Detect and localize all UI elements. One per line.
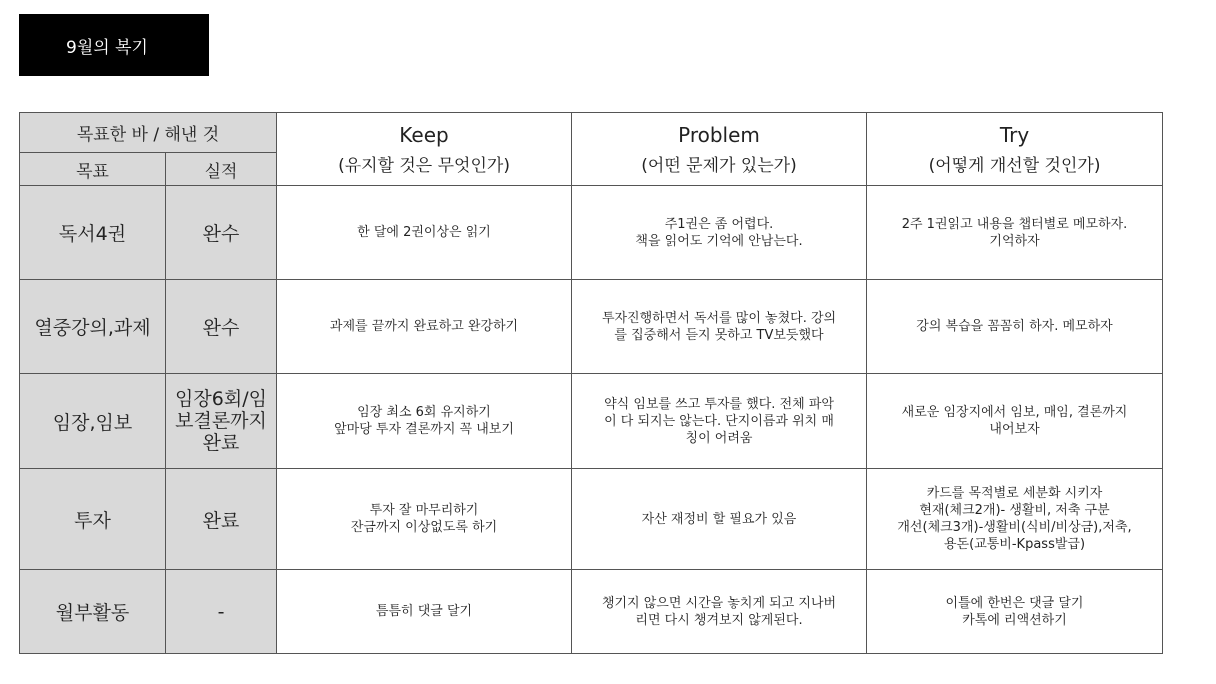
keep-line: 앞마당 투자 결론까지 꼭 내보기 <box>334 422 514 437</box>
problem-cell <box>572 186 867 280</box>
problem-line: 를 집중해서 듣지 못하고 TV보듯했다 <box>614 327 824 343</box>
header-result: 실적 <box>166 153 277 186</box>
try-cell <box>867 570 1163 654</box>
header-keep <box>277 113 572 186</box>
table-row <box>20 374 1163 469</box>
retrospective-table <box>19 112 1163 654</box>
problem-line: 약식 임보를 쓰고 투자를 했다. 전체 파악 <box>604 396 834 412</box>
result-cell: 완수 <box>166 186 277 280</box>
result-line: 임장6회/임 <box>175 388 267 410</box>
try-line: 2주 1권읽고 내용을 챕터별로 메모하자. <box>901 216 1128 232</box>
result-line: 완료 <box>202 432 240 454</box>
goal-cell: 열중강의,과제 <box>20 280 166 374</box>
problem-line: 리면 다시 챙겨보지 않게된다. <box>635 612 803 628</box>
header-try-subtitle: (어떻게 개선할 것인가) <box>928 155 1101 176</box>
problem-line: 이 다 되지는 않는다. 단지이름과 위치 매 <box>604 413 834 429</box>
try-line: 용돈(교통비-Kpass발급) <box>944 537 1086 552</box>
goal-cell: 투자 <box>20 469 166 570</box>
result-cell: 완수 <box>166 280 277 374</box>
header-keep-subtitle: (유지할 것은 무엇인가) <box>338 155 510 176</box>
goal-cell: 독서4권 <box>20 186 166 280</box>
problem-line: 챙기지 않으면 시간을 놓치게 되고 지나버 <box>601 595 837 611</box>
try-line: 새로운 임장지에서 임보, 매임, 결론까지 <box>901 405 1128 420</box>
header-goal-group: 목표한 바 / 해낸 것 <box>20 113 277 153</box>
problem-line: 책을 읽어도 기억에 안남는다. <box>635 233 803 249</box>
header-problem-title: Problem <box>678 122 760 147</box>
keep-line: 틈틈히 댓글 달기 <box>375 604 473 619</box>
try-cell <box>867 186 1163 280</box>
keep-line: 투자 잘 마무리하기 <box>369 503 479 518</box>
keep-cell <box>277 469 572 570</box>
keep-cell <box>277 280 572 374</box>
try-cell <box>867 280 1163 374</box>
try-line: 내어보자 <box>989 422 1040 437</box>
table-row <box>20 280 1163 374</box>
try-line: 카톡에 리액션하기 <box>962 612 1067 628</box>
header-problem-subtitle: (어떤 문제가 있는가) <box>641 155 797 176</box>
keep-cell <box>277 570 572 654</box>
table-row <box>20 570 1163 654</box>
result-cell <box>166 374 277 469</box>
keep-line: 과제를 끝까지 완료하고 완강하기 <box>329 319 519 334</box>
header-problem <box>572 113 867 186</box>
try-cell <box>867 374 1163 469</box>
problem-line: 자산 재정비 할 필요가 있음 <box>641 511 797 527</box>
problem-line: 주1권은 좀 어렵다. <box>664 216 774 232</box>
problem-line: 투자진행하면서 독서를 많이 놓쳤다. 강의 <box>601 310 837 326</box>
try-line: 이틀에 한번은 댓글 달기 <box>945 595 1084 611</box>
problem-line: 칭이 어려움 <box>685 430 753 446</box>
problem-cell <box>572 374 867 469</box>
try-line: 현재(체크2개)- 생활비, 저축 구분 <box>919 503 1110 518</box>
header-goal: 목표 <box>20 153 166 186</box>
keep-cell <box>277 374 572 469</box>
keep-line: 한 달에 2권이상은 읽기 <box>357 225 491 240</box>
problem-cell <box>572 570 867 654</box>
try-line: 개선(체크3개)-생활비(식비/비상금),저축, <box>897 520 1132 535</box>
try-cell <box>867 469 1163 570</box>
header-keep-title: Keep <box>399 122 449 147</box>
goal-cell: 임장,임보 <box>20 374 166 469</box>
try-line: 강의 복습을 꼼꼼히 하자. 메모하자 <box>916 319 1113 334</box>
goal-cell: 월부활동 <box>20 570 166 654</box>
result-line: 보결론까지 <box>175 410 267 432</box>
header-try <box>867 113 1163 186</box>
try-line: 카드를 목적별로 세분화 시키자 <box>926 486 1103 501</box>
table-row <box>20 186 1163 280</box>
problem-cell <box>572 280 867 374</box>
try-line: 기억하자 <box>989 233 1040 249</box>
header-try-title: Try <box>999 122 1030 147</box>
keep-cell <box>277 186 572 280</box>
result-cell: - <box>166 570 277 654</box>
problem-cell <box>572 469 867 570</box>
keep-line: 잔금까지 이상없도록 하기 <box>350 520 498 535</box>
result-cell: 완료 <box>166 469 277 570</box>
keep-line: 임장 최소 6회 유지하기 <box>357 405 491 420</box>
page-title: 9월의 복기 <box>19 14 209 76</box>
table-row <box>20 469 1163 570</box>
